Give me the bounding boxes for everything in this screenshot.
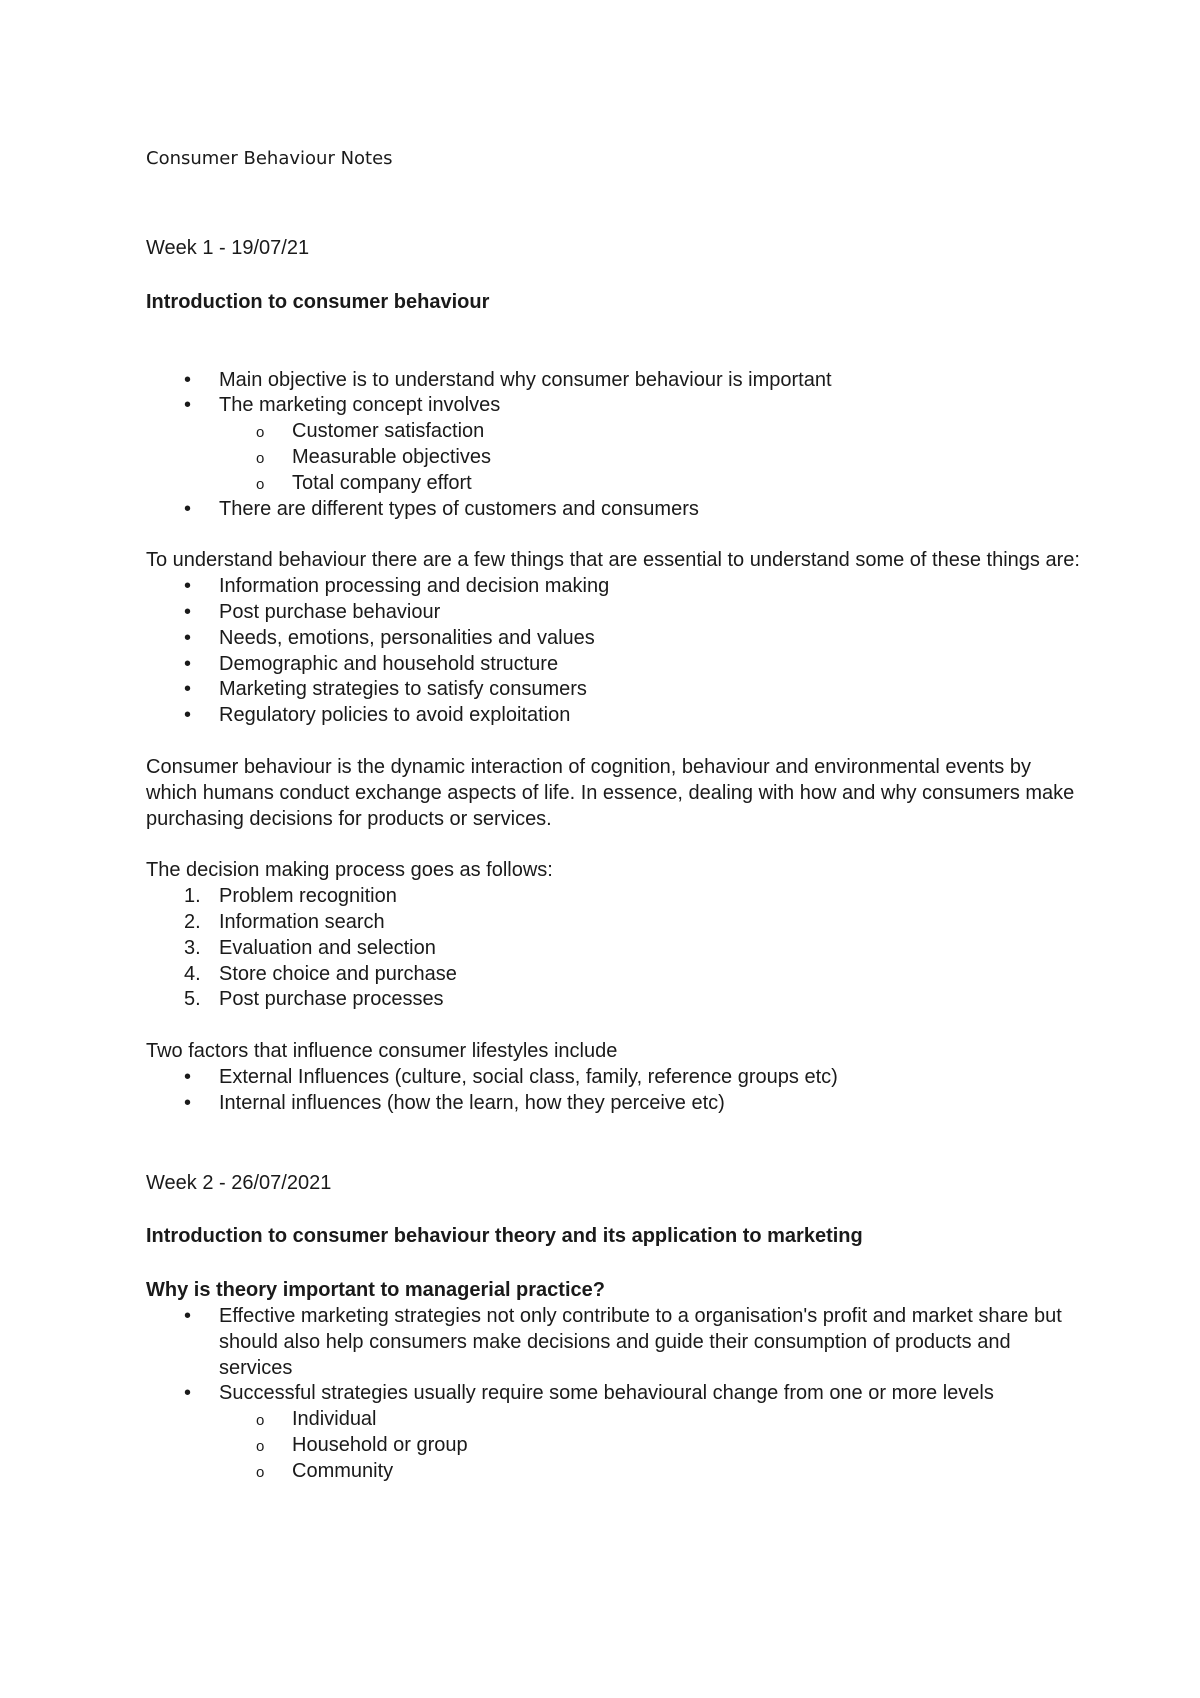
- list-item: • The marketing concept involves: [146, 393, 1086, 419]
- week-1-heading: Week 1 - 19/07/21: [146, 237, 310, 259]
- list-item: o Household or group: [146, 1433, 1086, 1459]
- definition-paragraph: Consumer behaviour is the dynamic interaction of cognition, behaviour and environmental events by which humans conduct exchange aspects of life. In essence, dealing with how and why consumers make purchasing decisions for products or services.: [146, 755, 1075, 830]
- list-text: Information search: [219, 910, 385, 933]
- list-item: o Measurable objectives: [146, 445, 1086, 471]
- list-item: o Individual: [146, 1407, 1086, 1433]
- list-item: [146, 884, 1086, 910]
- week-2-heading: Week 2 - 26/07/2021: [146, 1171, 332, 1194]
- essentials-intro: To understand behaviour there are a few things that are essential to understand some of these things are:: [146, 549, 1080, 572]
- levels-sublist: [146, 1407, 1086, 1484]
- list-item: [146, 962, 1086, 988]
- essentials-list: [146, 574, 1086, 729]
- process-intro: The decision making process goes as follows:: [146, 859, 553, 882]
- week-1-subheading: Introduction to consumer behaviour: [146, 290, 490, 313]
- list-item: o Total company effort: [146, 471, 1086, 497]
- list-item: • Marketing strategies to satisfy consumers: [146, 677, 1086, 703]
- factors-intro: Two factors that influence consumer lifestyles include: [146, 1040, 618, 1063]
- list-item: • Regulatory policies to avoid exploitation: [146, 703, 1086, 729]
- list-item: [146, 987, 1086, 1013]
- theory-list: [146, 1304, 1086, 1407]
- list-item: • Demographic and household structure: [146, 652, 1086, 678]
- theory-question-heading: Why is theory important to managerial practice?: [146, 1279, 605, 1302]
- list-item: • Internal influences (how the learn, how they perceive etc): [146, 1091, 1086, 1117]
- week-2-subheading: Introduction to consumer behaviour theory and its application to marketing: [146, 1225, 863, 1248]
- list-item: • Information processing and decision making: [146, 574, 1086, 600]
- list-text: Problem recognition: [219, 885, 397, 908]
- list-number: 4.: [184, 962, 201, 985]
- list-number: 1.: [184, 885, 201, 908]
- objectives-list: [146, 368, 1086, 420]
- list-item: [146, 936, 1086, 962]
- list-item: • There are different types of customers and consumers: [146, 497, 1086, 523]
- list-item: • Needs, emotions, personalities and values: [146, 626, 1086, 652]
- customer-types-list: [146, 497, 1086, 523]
- document-body: [146, 236, 1086, 1484]
- document-title: Consumer Behaviour Notes: [146, 148, 393, 169]
- factors-list: [146, 1065, 1086, 1117]
- list-item: • Successful strategies usually require some behavioural change from one or more levels: [146, 1381, 1086, 1407]
- list-item: [146, 910, 1086, 936]
- list-item: o Community: [146, 1459, 1086, 1485]
- list-item: o Customer satisfaction: [146, 419, 1086, 445]
- marketing-concept-sublist: [146, 419, 1086, 496]
- list-item: • Main objective is to understand why consumer behaviour is important: [146, 368, 1086, 394]
- list-item: • Post purchase behaviour: [146, 600, 1086, 626]
- list-number: 2.: [184, 910, 201, 933]
- list-text: Store choice and purchase: [219, 962, 457, 985]
- list-item: • External Influences (culture, social class, family, reference groups etc): [146, 1065, 1086, 1091]
- decision-process-list: [146, 884, 1086, 1013]
- list-text: Post purchase processes: [219, 988, 444, 1011]
- list-number: 3.: [184, 936, 201, 959]
- list-text: Evaluation and selection: [219, 936, 436, 959]
- list-number: 5.: [184, 988, 201, 1011]
- list-item: • Effective marketing strategies not only contribute to a organisation's profit and market share but should also help consumers make decisions and guide their consumption of products and services: [146, 1304, 1086, 1381]
